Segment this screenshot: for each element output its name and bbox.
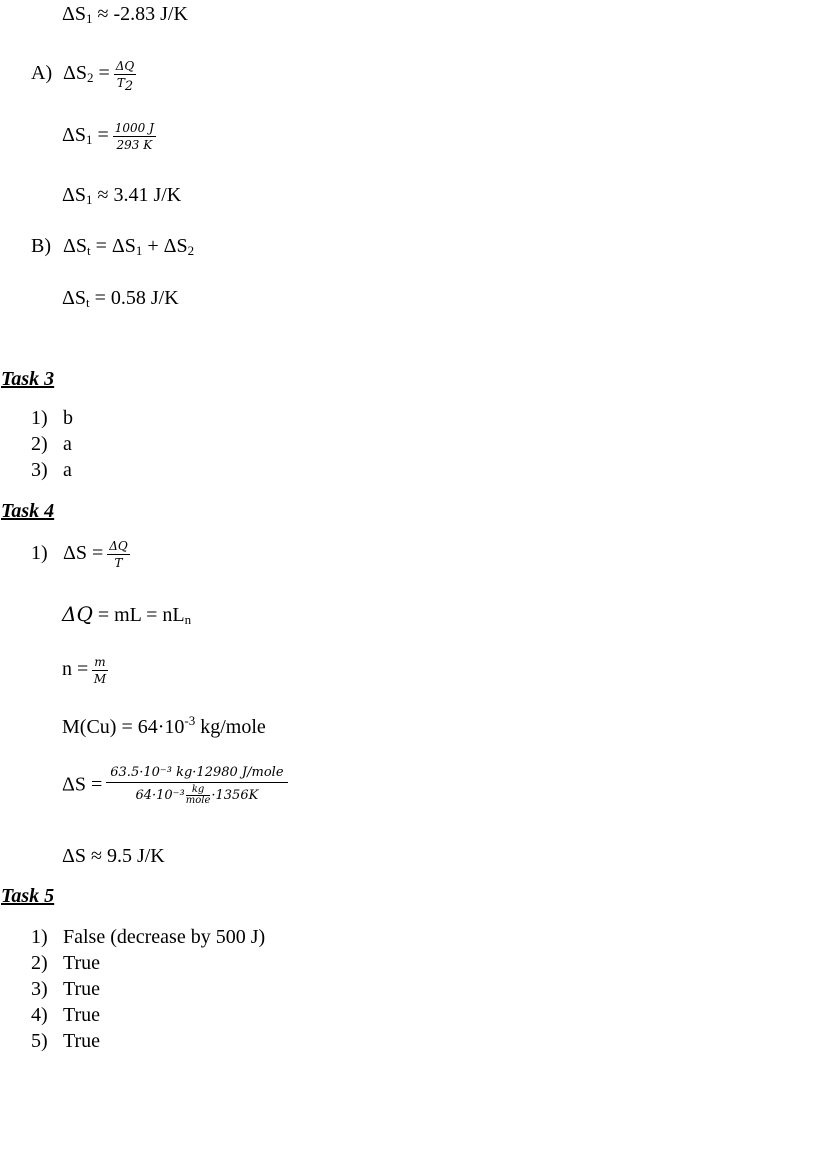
entropy-substitution: ΔS = 63.5·10⁻³ kg·12980 J/mole 64·10⁻³ kg mole ·1356K [62,766,288,806]
part-a-fraction: $\frac{\Delta Q}{T_2}$ [115,59,135,94]
list-item: 5) True [31,1030,101,1052]
ds1-previous-result: $\Delta S_1 \approx -2.83$ J/K [62,3,188,26]
list-item: 1) False (decrease by 500 J) [31,926,266,948]
list-item: 1) b [31,407,73,429]
task3-heading: Task 3 [1,368,55,390]
task4-heading: Task 4 [1,500,55,522]
heat-equation: ΔQ = mL = $nL_n$ [62,602,192,627]
list-item: 3) a [31,459,72,481]
moles-fraction: $\frac{m}{M}$ [93,655,107,686]
part-a-equation: A) $\Delta S_2$ = $\frac{\Delta Q}{T_2}$ [31,59,135,94]
entropy-formula-fraction: $\frac{\Delta Q}{T}$ [109,539,128,570]
list-item: 2) True [31,952,101,974]
list-item: 2) a [31,433,72,455]
ds1-substitution-fraction: $\frac{1000 J}{293 K}$ [114,121,154,152]
ds1-substitution: $\Delta S_1$ = $\frac{1000 J}{293 K}$ [62,121,154,152]
part-b-label: B) [31,235,51,257]
total-entropy-result: $\Delta S_t = 0.58$ J/K [62,287,179,310]
entropy-formula: 1) ΔS = $\frac{\Delta Q}{T}$ [31,539,128,570]
moles-equation: n = $\frac{m}{M}$ [62,655,107,686]
molar-mass: $M(Cu) = 64\cdot 10^{-3}$ kg/mole [62,713,266,738]
list-item: 3) True [31,978,101,1000]
part-a-label: A) [31,62,53,85]
entropy-result: ΔS ≈ 9.5 J/K [62,845,165,867]
part-b-equation: B) $\Delta S_t = \Delta S_1 + \Delta S_2$ [31,235,195,258]
task5-heading: Task 5 [1,885,55,907]
list-item: 4) True [31,1004,101,1026]
ds1-result: $\Delta S_1 \approx 3.41$ J/K [62,184,182,207]
entropy-substitution-fraction: 63.5·10⁻³ kg·12980 J/mole 64·10⁻³ kg mole ·1356K [106,766,287,806]
